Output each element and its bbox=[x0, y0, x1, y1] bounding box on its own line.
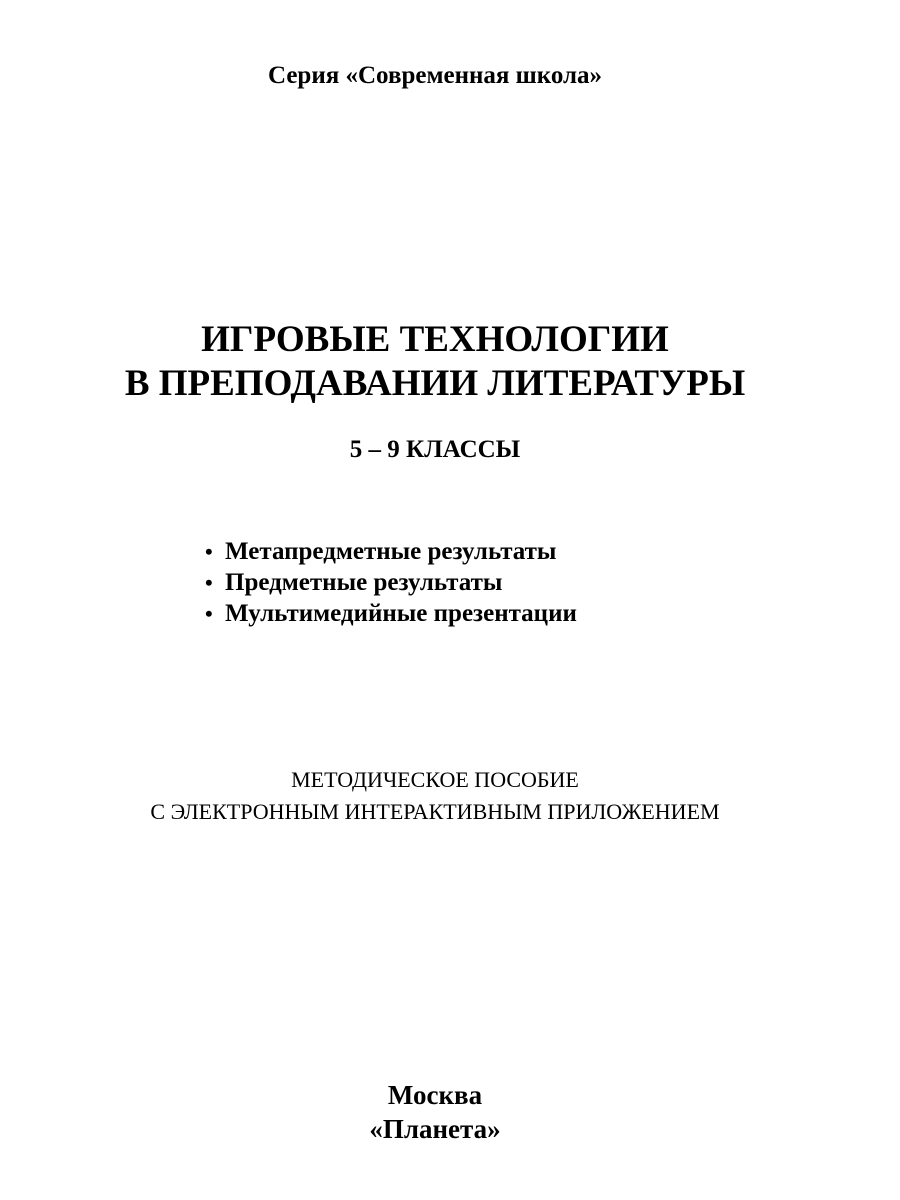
feature-label: Предметные результаты bbox=[225, 569, 503, 596]
book-subtitle-line-2: С ЭЛЕКТРОННЫМ ИНТЕРАКТИВНЫМ ПРИЛОЖЕНИЕМ bbox=[150, 799, 720, 824]
book-title-line-2: В ПРЕПОДАВАНИИ ЛИТЕРАТУРЫ bbox=[124, 363, 746, 404]
feature-label: Мультимедийные презентации bbox=[225, 600, 577, 627]
imprint bbox=[0, 1078, 870, 1146]
list-item bbox=[205, 536, 577, 567]
bullet-icon: • bbox=[205, 539, 213, 564]
book-subtitle bbox=[0, 764, 870, 828]
feature-label: Метапредметные результаты bbox=[225, 538, 557, 565]
book-title bbox=[0, 318, 870, 406]
bullet-icon: • bbox=[205, 570, 213, 595]
list-item bbox=[205, 598, 577, 629]
imprint-city: Москва bbox=[387, 1080, 483, 1110]
series-name: Серия «Современная школа» bbox=[267, 62, 603, 89]
bullet-icon: • bbox=[205, 601, 213, 626]
book-title-line-1: ИГРОВЫЕ ТЕХНОЛОГИИ bbox=[201, 319, 669, 360]
imprint-publisher: «Планета» bbox=[369, 1114, 501, 1144]
list-item bbox=[205, 567, 577, 598]
grade-range: 5 – 9 КЛАССЫ bbox=[349, 436, 521, 463]
book-subtitle-line-1: МЕТОДИЧЕСКОЕ ПОСОБИЕ bbox=[291, 767, 579, 792]
feature-list bbox=[205, 536, 577, 629]
